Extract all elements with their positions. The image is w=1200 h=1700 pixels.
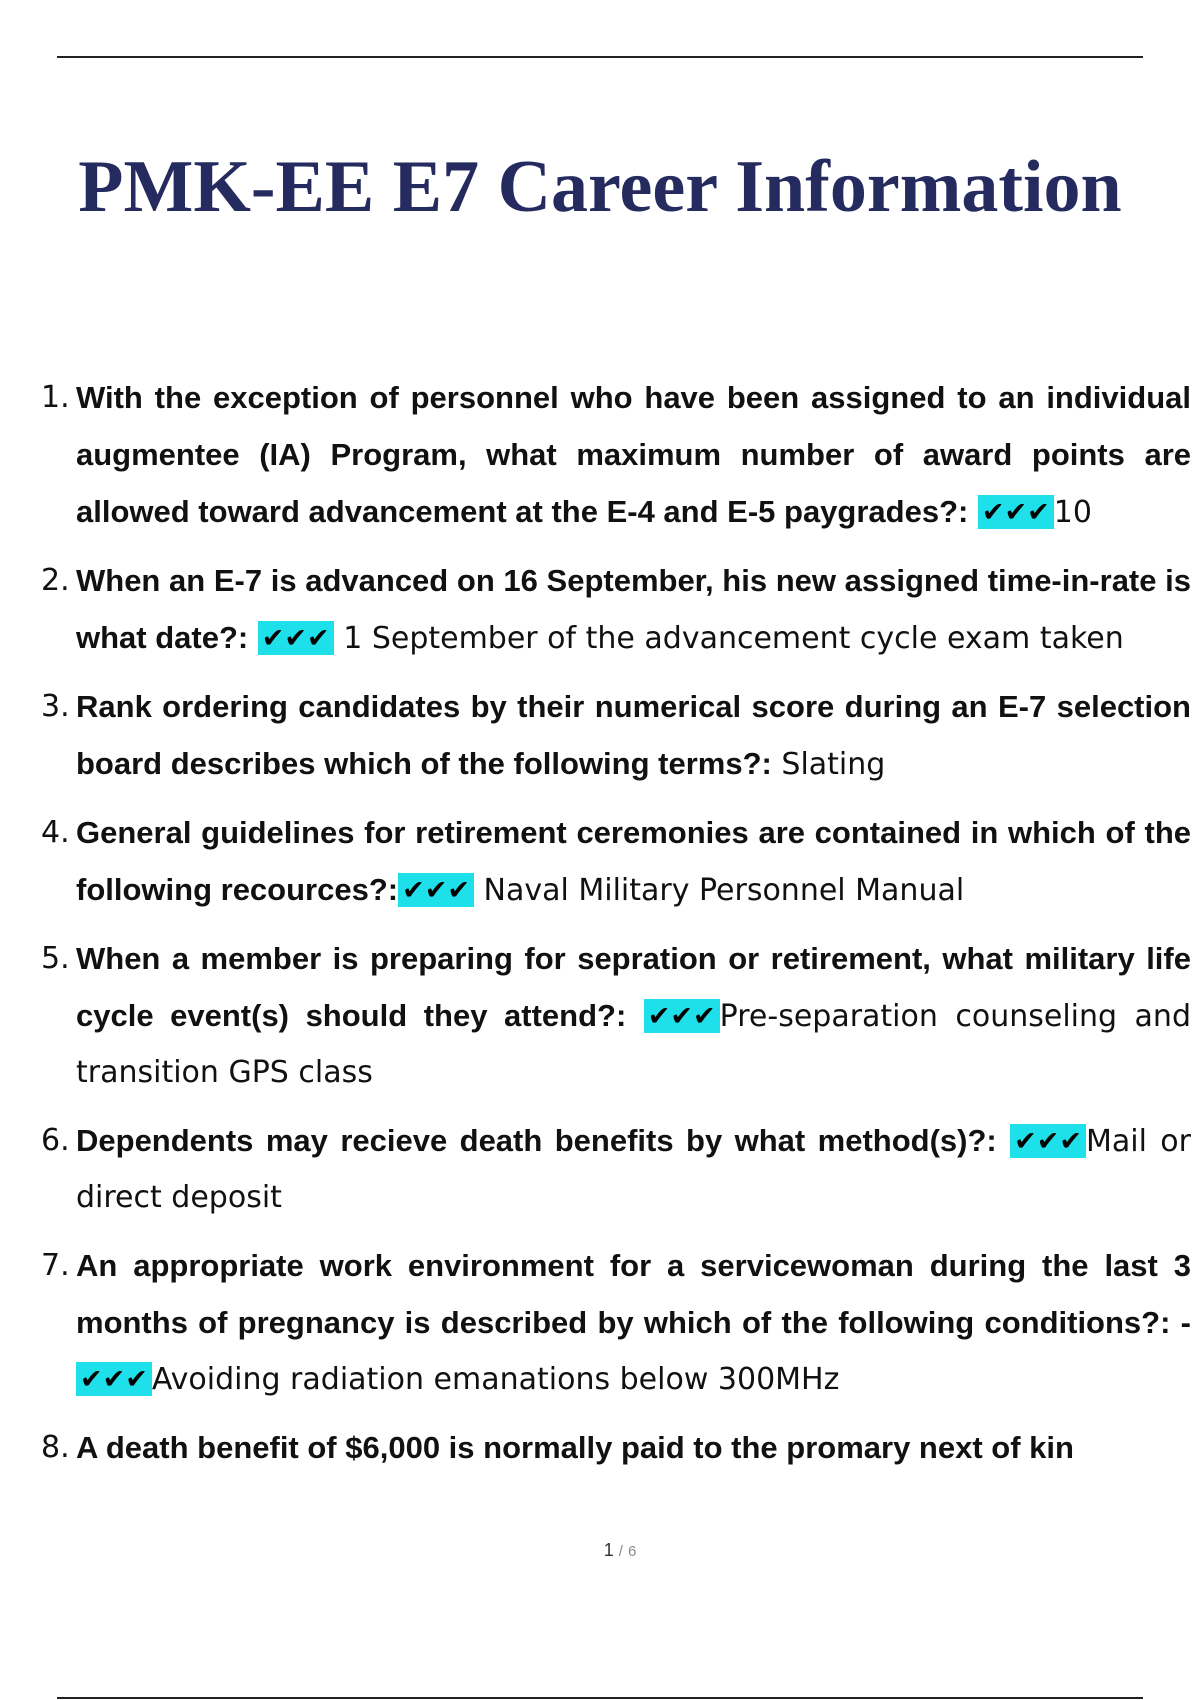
- question-text: With the exception of personnel who have been assigned to an individual augmentee (IA) Program, what maximum number of award points are allowed toward advancement at the E-4 and E-5 paygrades?:: [76, 380, 1191, 529]
- question-item: [41, 1238, 1191, 1408]
- question-number: 3.: [41, 689, 70, 724]
- answer-text: Pre-separation counseling and transition GPS class: [76, 999, 1191, 1090]
- question-number: 5.: [41, 941, 70, 976]
- question-text: Dependents may recieve death benefits by what method(s)?:: [76, 1123, 997, 1158]
- answer-text: Mail or direct deposit: [76, 1124, 1191, 1215]
- page-current: 1: [603, 1540, 614, 1560]
- checkmark-icon: ✔✔✔: [1010, 1124, 1086, 1158]
- answer-text: 1 September of the advancement cycle exam taken: [333, 621, 1124, 656]
- question-number: 1.: [41, 380, 70, 415]
- page-title: PMK-EE E7 Career Information: [78, 146, 1122, 228]
- question-text: When a member is preparing for sepration or retirement, what military life cycle event(s) should they attend?:: [76, 941, 1191, 1033]
- question-number: 2.: [41, 563, 70, 598]
- question-item: [41, 805, 1191, 919]
- question-item: [41, 1113, 1191, 1226]
- question-item: [41, 679, 1191, 793]
- question-number: 4.: [41, 815, 70, 850]
- bottom-rule: [57, 1697, 1143, 1699]
- question-number: 8.: [41, 1430, 70, 1465]
- checkmark-icon: ✔✔✔: [398, 873, 474, 907]
- answer-text: Avoiding radiation emanations below 300MHz: [151, 1362, 840, 1397]
- question-number: 7.: [41, 1248, 70, 1283]
- question-text: When an E-7 is advanced on 16 September, his new assigned time-in-rate is what date?:: [76, 563, 1191, 655]
- question-item: [41, 1420, 1191, 1477]
- answer-text: Slating: [781, 747, 886, 782]
- question-text: A death benefit of $6,000 is normally paid to the promary next of kin: [76, 1430, 1074, 1465]
- question-text: An appropriate work environment for a servicewoman during the last 3 months of pregnancy is described by which of the following conditions?: -: [76, 1248, 1191, 1340]
- question-number: 6.: [41, 1123, 70, 1158]
- question-item: [41, 370, 1191, 541]
- top-rule: [57, 56, 1143, 58]
- question-item: [41, 553, 1191, 667]
- checkmark-icon: ✔✔✔: [978, 495, 1054, 529]
- checkmark-icon: ✔✔✔: [76, 1362, 152, 1396]
- checkmark-icon: ✔✔✔: [644, 999, 720, 1033]
- page-total: 6: [627, 1543, 637, 1560]
- answer-text: Naval Military Personnel Manual: [473, 873, 965, 908]
- checkmark-icon: ✔✔✔: [258, 621, 334, 655]
- question-item: [41, 931, 1191, 1101]
- question-text: Rank ordering candidates by their numerical score during an E-7 selection board describes which of the following terms?:: [76, 689, 1191, 781]
- question-list: [41, 370, 1191, 1489]
- page-indicator: [0, 1540, 1200, 1561]
- question-text: General guidelines for retirement ceremonies are contained in which of the following recources?:: [76, 815, 1191, 907]
- answer-text: 10: [1053, 495, 1092, 530]
- page-separator: /: [618, 1543, 623, 1560]
